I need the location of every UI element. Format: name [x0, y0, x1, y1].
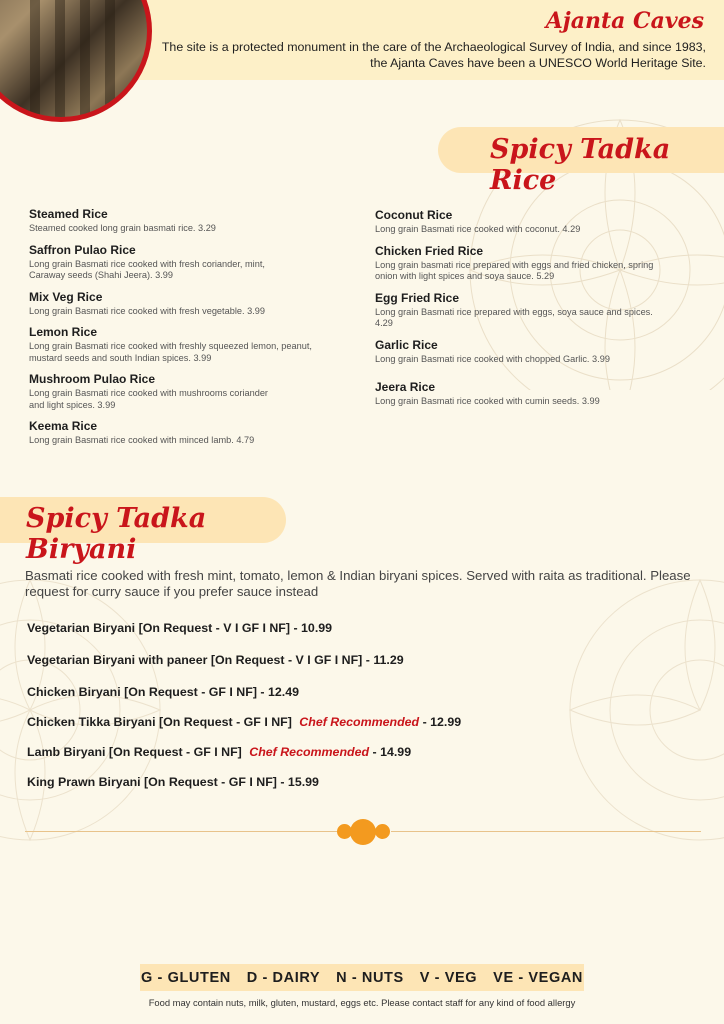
- header-description: The site is a protected monument in the care of the Archaeological Survey of India, and since 1983, the Ajanta Caves have been a UNESCO World Heritage Site.: [161, 40, 706, 70]
- biryani-list: [27, 620, 717, 790]
- chef-recommended-badge: Chef Recommended: [299, 715, 420, 729]
- menu-item-description: Long grain Basmati rice cooked with cumin seeds. 3.99: [375, 396, 600, 406]
- legend-nuts: N - NUTS: [336, 969, 404, 986]
- legend-gluten: G - GLUTEN: [141, 969, 231, 986]
- menu-item: [29, 290, 329, 318]
- biryani-item-name: Vegetarian Biryani with paneer [On Request - V I GF I NF]: [27, 653, 363, 667]
- menu-item: [29, 325, 329, 364]
- biryani-item-price: - 15.99: [280, 775, 319, 789]
- biryani-item: [27, 652, 717, 668]
- menu-item-description: Long grain basmati rice prepared with eggs and fried chicken, spring onion with light spices and soya sauce. 5.29: [375, 259, 654, 281]
- legend-veg: V - VEG: [419, 969, 478, 986]
- menu-item-name: Chicken Fried Rice: [375, 243, 484, 258]
- biryani-item: [27, 684, 717, 700]
- header-title: Ajanta Caves: [545, 8, 704, 34]
- biryani-item-price: - 10.99: [293, 621, 333, 635]
- divider-line-right: [391, 831, 701, 832]
- menu-item: [375, 244, 675, 283]
- menu-item-name: Saffron Pulao Rice: [29, 242, 136, 257]
- menu-item-description: Long grain Basmati rice cooked with minced lamb. 4.79: [29, 435, 255, 445]
- menu-item-description: Long grain Basmati rice cooked with freshly squeezed lemon, peanut, mustard seeds and south Indian spices. 3.99: [29, 341, 312, 363]
- divider-dot-large: [350, 819, 376, 845]
- biryani-item-price: - 12.99: [422, 715, 462, 729]
- divider-line-left: [25, 831, 337, 832]
- legend-vegan: VE - VEGAN: [493, 969, 583, 986]
- menu-item: [375, 338, 675, 366]
- menu-item: [375, 380, 675, 408]
- biryani-item-price: - 14.99: [372, 745, 412, 759]
- menu-item-name: Lemon Rice: [29, 325, 98, 339]
- menu-item-name: Garlic Rice: [375, 337, 438, 352]
- menu-item-name: Coconut Rice: [375, 208, 453, 222]
- dietary-legend: [140, 964, 584, 991]
- biryani-item: [27, 744, 717, 760]
- rice-menu-right-column: [375, 208, 675, 416]
- biryani-section-banner: [0, 497, 286, 565]
- biryani-item-name: Lamb Biryani [On Request - GF I NF]: [27, 745, 242, 759]
- biryani-item: [27, 714, 717, 730]
- menu-item: [375, 208, 675, 236]
- menu-item-description: Long grain Basmati rice cooked with fresh coriander, mint, Caraway seeds (Shahi Jeera). 3.99: [29, 258, 265, 280]
- biryani-item-name: Chicken Biryani [On Request - GF I NF]: [27, 685, 257, 699]
- biryani-item-price: - 11.29: [365, 653, 404, 667]
- biryani-item-name: Chicken Tikka Biryani [On Request - GF I NF]: [27, 715, 292, 729]
- menu-item-name: Mushroom Pulao Rice: [29, 372, 156, 386]
- legend-dairy: D - DAIRY: [246, 969, 321, 986]
- menu-item-description: Long grain Basmati rice cooked with mushrooms coriander and light spices. 3.99: [29, 388, 268, 410]
- menu-item-name: Keema Rice: [29, 419, 98, 433]
- biryani-section-title: Spicy Tadka Biryani: [26, 503, 207, 565]
- menu-item-name: Steamed Rice: [29, 207, 108, 221]
- menu-item: [29, 207, 329, 235]
- biryani-item: [27, 620, 717, 636]
- allergy-note: Food may contain nuts, milk, gluten, mustard, eggs etc. Please contact staff for any kind of food allergy: [148, 997, 576, 1008]
- biryani-intro-text: Basmati rice cooked with fresh mint, tomato, lemon & Indian biryani spices. Served with raita as traditional. Please request for curry sauce if you prefer sauce instead: [25, 568, 691, 599]
- menu-item-description: Long grain Basmati rice cooked with chopped Garlic. 3.99: [375, 353, 610, 364]
- menu-item-name: Jeera Rice: [375, 380, 436, 394]
- menu-item-description: Long grain Basmati rice cooked with coconut. 4.29: [375, 224, 581, 234]
- menu-item: [29, 419, 329, 447]
- menu-item-description: Steamed cooked long grain basmati rice. 3.29: [29, 223, 216, 233]
- rice-section-title: Spicy Tadka Rice: [490, 134, 671, 196]
- rice-menu-left-column: [29, 207, 329, 455]
- ajanta-caves-photo: [0, 0, 152, 122]
- biryani-item-name: King Prawn Biryani [On Request - GF I NF]: [27, 775, 277, 789]
- rice-section-banner: [438, 127, 724, 196]
- menu-item-description: Long grain Basmati rice cooked with fresh vegetable. 3.99: [29, 305, 265, 316]
- menu-item-description: Long grain Basmati rice prepared with eggs, soya sauce and spices. 4.29: [375, 306, 653, 328]
- menu-item-name: Egg Fried Rice: [375, 290, 460, 305]
- biryani-item-price: - 12.49: [260, 685, 299, 699]
- biryani-item: [27, 774, 717, 790]
- biryani-item-name: Vegetarian Biryani [On Request - V I GF I NF]: [27, 621, 291, 635]
- menu-item: [375, 291, 675, 330]
- menu-item: [29, 372, 329, 411]
- menu-item-name: Mix Veg Rice: [29, 289, 103, 304]
- divider-dot-small-right: [375, 824, 390, 839]
- menu-item: [29, 243, 329, 282]
- chef-recommended-badge: Chef Recommended: [249, 745, 370, 759]
